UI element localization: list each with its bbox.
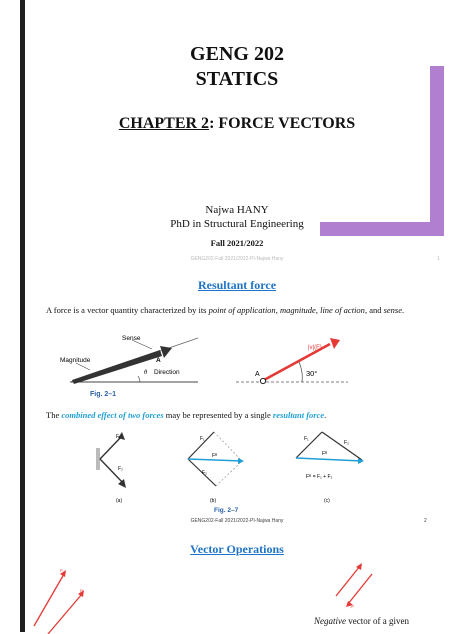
f2-label: F₂	[202, 470, 207, 476]
author-title: PhD in Structural Engineering	[170, 218, 304, 230]
point-a-label: A	[156, 357, 161, 364]
combined-effect-term: combined effect of two forces	[61, 410, 164, 420]
subfigure-a-label: (a)	[116, 498, 123, 504]
negative-vector-figure	[330, 560, 390, 610]
subfigure-c-label: (c)	[324, 498, 330, 504]
force-label: |v|(F)	[308, 345, 322, 351]
title-slide	[0, 0, 474, 268]
course-title	[0, 42, 474, 92]
combined-effect-sentence	[46, 410, 426, 420]
point-a-label: A	[255, 371, 260, 378]
subfigure-b-label: (b)	[210, 498, 217, 504]
wall-support	[96, 448, 100, 470]
fr-label: Fᴿ	[212, 453, 218, 459]
point-a	[260, 378, 265, 383]
force-angle-figure	[230, 330, 370, 396]
sense-label: Sense	[122, 335, 141, 342]
chapter-heading	[0, 115, 474, 133]
para-term-point: point of application	[208, 305, 276, 315]
figure-caption: Fig. 2–1	[90, 391, 117, 398]
sentence-text: may be represented by a single	[163, 410, 273, 420]
para-term-sense: sense	[383, 305, 403, 315]
chapter-prefix: CHAPTER 2	[118, 115, 210, 132]
para-sep: ,	[315, 305, 321, 315]
resultant-force-term: resultant force	[272, 410, 325, 420]
slide-footer: GENG202-Fall 2021/2022-PI-Najwa Hany	[190, 256, 284, 262]
resultant-arrow	[188, 459, 242, 461]
slide-title: Vector Operations	[190, 542, 284, 556]
negative-vector-text	[314, 616, 409, 626]
sentence-end: .	[324, 410, 327, 420]
negative-term: Negative	[314, 616, 346, 626]
figure-2-7	[96, 428, 386, 512]
figure-caption: Fig. 2–7	[214, 507, 239, 514]
slide-title: Resultant force	[197, 278, 277, 292]
accent-bar-horizontal	[320, 222, 444, 236]
sentence-text: The	[46, 410, 62, 420]
theta-label: θ	[144, 369, 148, 376]
angle-label: 30°	[306, 369, 318, 378]
force-vector	[72, 350, 162, 384]
accent-bar-vertical	[430, 66, 444, 236]
f2-label: F₂	[344, 440, 349, 446]
slide-footer: GENG202-Fall 2021/2022-PI-Najwa Hany	[190, 518, 284, 524]
vector-operations-slide	[0, 530, 474, 632]
definition-paragraph	[46, 305, 406, 316]
term-label: Fall 2021/2022	[210, 238, 264, 248]
p-label: P	[60, 568, 63, 573]
slide-edge-bar	[20, 268, 25, 530]
negative-rest: vector of a given	[346, 616, 409, 626]
para-term-line: line of action	[320, 305, 365, 315]
para-text: A force is a vector quantity characterized by its	[46, 305, 209, 315]
fr-label: Fᴿ	[322, 451, 328, 457]
neg-p-label: -P	[350, 604, 354, 609]
page-number: 2	[424, 518, 427, 524]
f1-label: F₁	[116, 434, 121, 440]
para-sep: , and	[364, 305, 384, 315]
page-number: 1	[437, 256, 440, 262]
para-sep: ,	[275, 305, 280, 315]
magnitude-label: Magnitude	[60, 357, 91, 364]
course-name: STATICS	[195, 68, 279, 90]
figure-2-1	[60, 330, 210, 410]
para-end: .	[402, 305, 405, 315]
author-name: Najwa HANY	[205, 204, 269, 216]
direction-label: Direction	[154, 369, 180, 376]
p-label: P	[80, 588, 83, 593]
course-code: GENG 202	[190, 43, 284, 65]
resultant-arrow	[296, 458, 362, 461]
f1-label: F₁	[200, 436, 205, 442]
parallel-vectors	[28, 564, 128, 634]
resultant-force-slide	[0, 268, 474, 530]
chapter-title: : FORCE VECTORS	[209, 115, 356, 132]
resultant-equation: Fᴿ = F₁ + F₂	[306, 474, 333, 480]
f1-label: F₁	[304, 436, 309, 442]
para-term-magnitude: magnitude	[279, 305, 316, 315]
f2-label: F₂	[118, 466, 123, 472]
